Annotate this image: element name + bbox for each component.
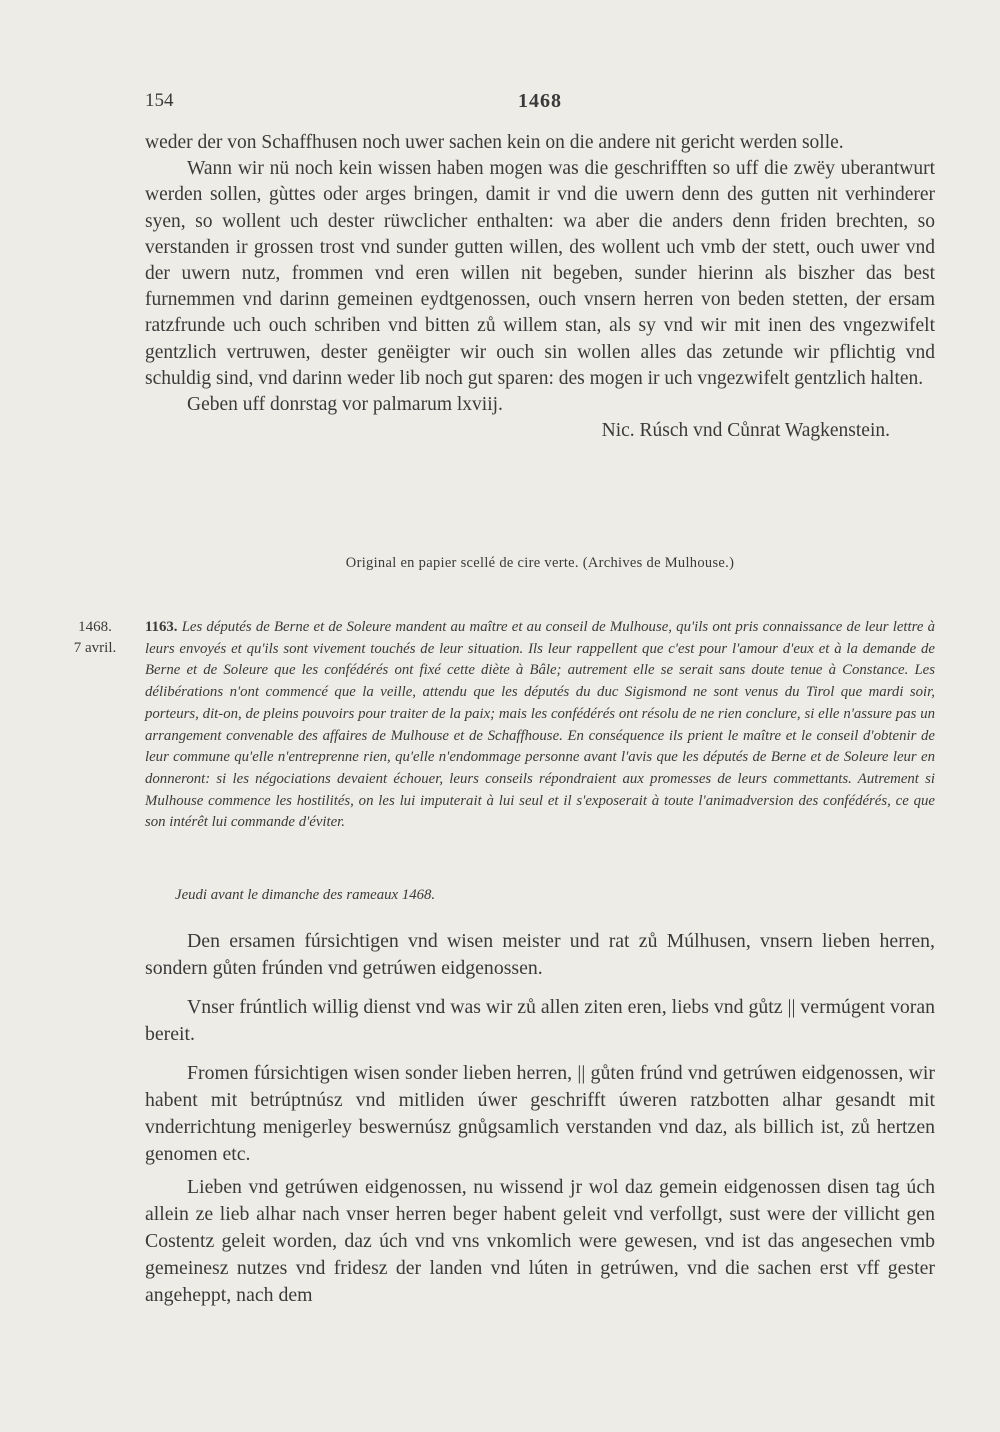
paragraph: Fromen fúrsichtigen wisen sonder lieben herren, || gůten frúnd vnd getrúwen eidgenossen, wir habent mit betrúptnúsz vnd mitliden úwer geschrifft úweren ratzbotten alhar gesandt mit vnderrichtung menigerley beswernúsz gnůgsamlich verstanden vnd daz, als billich ist, zů hertzen genomen etc. (145, 1062, 935, 1165)
letter-text (145, 928, 935, 1321)
paragraph: Wann wir nü noch kein wissen haben mogen was die geschrifften so uff die zwëy uberantwurt werden sollen, gùttes oder arges bringen, damit ir vnd die uwern denn des gutten nit verhinderer syen, so wollent uch dester rüwclicher enthalten: wa aber die anders denn friden brechten, so verstanden ir grossen trost vnd sunder gutten willen, des wollent uch vmb der stett, ouch uwer vnd der uwern nutz, frommen vnd eren willen nit begeben, sunder hierinn als biszher das best furnemmen vnd darinn gemeinen eydtgenossen, ouch vnsern herren von beden stetten, der ersam ratzfrunde uch ouch schriben vnd bitten zů willem stan, als sy vnd wir mit inen des vngezwifelt gentzlich vertruwen, dester genëigter wir ouch sin wollen alles das zetunde wir pflichtig vnd schuldig sind, vnd darinn weder lib noch gut sparen: des mogen ir uch vngezwifelt gentzlich halten. (145, 158, 935, 389)
signature: Nic. Rúsch vnd Cůnrat Wagkenstein. (601, 420, 890, 442)
summary-text: Les députés de Berne et de Soleure mandent au maître et au conseil de Mulhouse, qu'ils ont pris connaissance de leur lettre à leurs envoyés et qu'ils sont vivement touchés de leur situation. Ils leur rappellent que c'est pour l'amour d'eux et à la demande de Berne et de Soleure que les confédérés ont fixé cette diète à Bâle; autrement elle se serait sans doute tenue à Constance. Les délibérations n'ont commencé que la veille, attendu que les députés du duc Sigismond ne sont venus du Tirol que mardi soir, porteurs, dit-on, de pleins pouvoirs pour traiter de la paix; mais les confédérés ont résolu de ne rien conclure, si elle n'assure pas un arrangement convenable des affaires de Mulhouse et de Schaffhouse. En conséquence ils prient le maître et le conseil d'obtenir de leur commune qu'elle n'entreprenne rien, qu'elle n'endommage personne avant l'avis que les députés de Berne et de Soleure leur en donneront: si les négociations devaient échouer, leurs conseils répondraient aux promesses de leurs commettants. Autrement si Mulhouse commence les hostilités, on les lui imputerait à lui seul et il s'exposerait à toute l'animadversion des confédérés, ce que son intérêt lui commande d'éviter. (145, 619, 936, 831)
date-line: Geben uff donrstag vor palmarum lxviij. (187, 394, 503, 416)
page-number: 154 (145, 90, 174, 111)
page-year: 1468 (518, 90, 562, 112)
document-summary (145, 617, 935, 834)
letter-continuation (145, 130, 935, 444)
greeting: Vnser frúntlich willig dienst vnd was wir zů allen ziten eren, liebs vnd gůtz || vermúgent voran bereit. (145, 996, 935, 1045)
margin-day: 7 avril. (73, 640, 117, 656)
archive-note: Original en papier scellé de cire verte. (Archives de Mulhouse.) (345, 555, 735, 571)
summary-date: Jeudi avant le dimanche des rameaux 1468. (175, 887, 436, 903)
page-header (145, 90, 935, 120)
paragraph: weder der von Schaffhusen noch uwer sachen kein on die andere nit gericht werden solle. (145, 132, 844, 153)
paragraph: Lieben vnd getrúwen eidgenossen, nu wissend jr wol daz gemein eidgenossen disen tag úch allein ze lieb alhar nach vnser herren beger habent geleit vnd verfollgt, sust were der villicht gen Costentz geleit worden, daz úch vnd vns vnkomlich were gewesen, vnd ist das angesechen vmb gemeinesz nutzes vnd fridesz der landen vnd lúten in getrúwen, vnd die sachen erst vff gester angeheppt, nach dem (145, 1176, 935, 1306)
margin-year: 1468. (78, 619, 112, 635)
address: Den ersamen fúrsichtigen vnd wisen meister und rat zů Múlhusen, vnsern lieben herren, sondern gůten frúnden vnd getrúwen eidgenossen. (145, 930, 935, 979)
margin-date (55, 617, 135, 659)
document-number: 1163. (145, 619, 178, 635)
